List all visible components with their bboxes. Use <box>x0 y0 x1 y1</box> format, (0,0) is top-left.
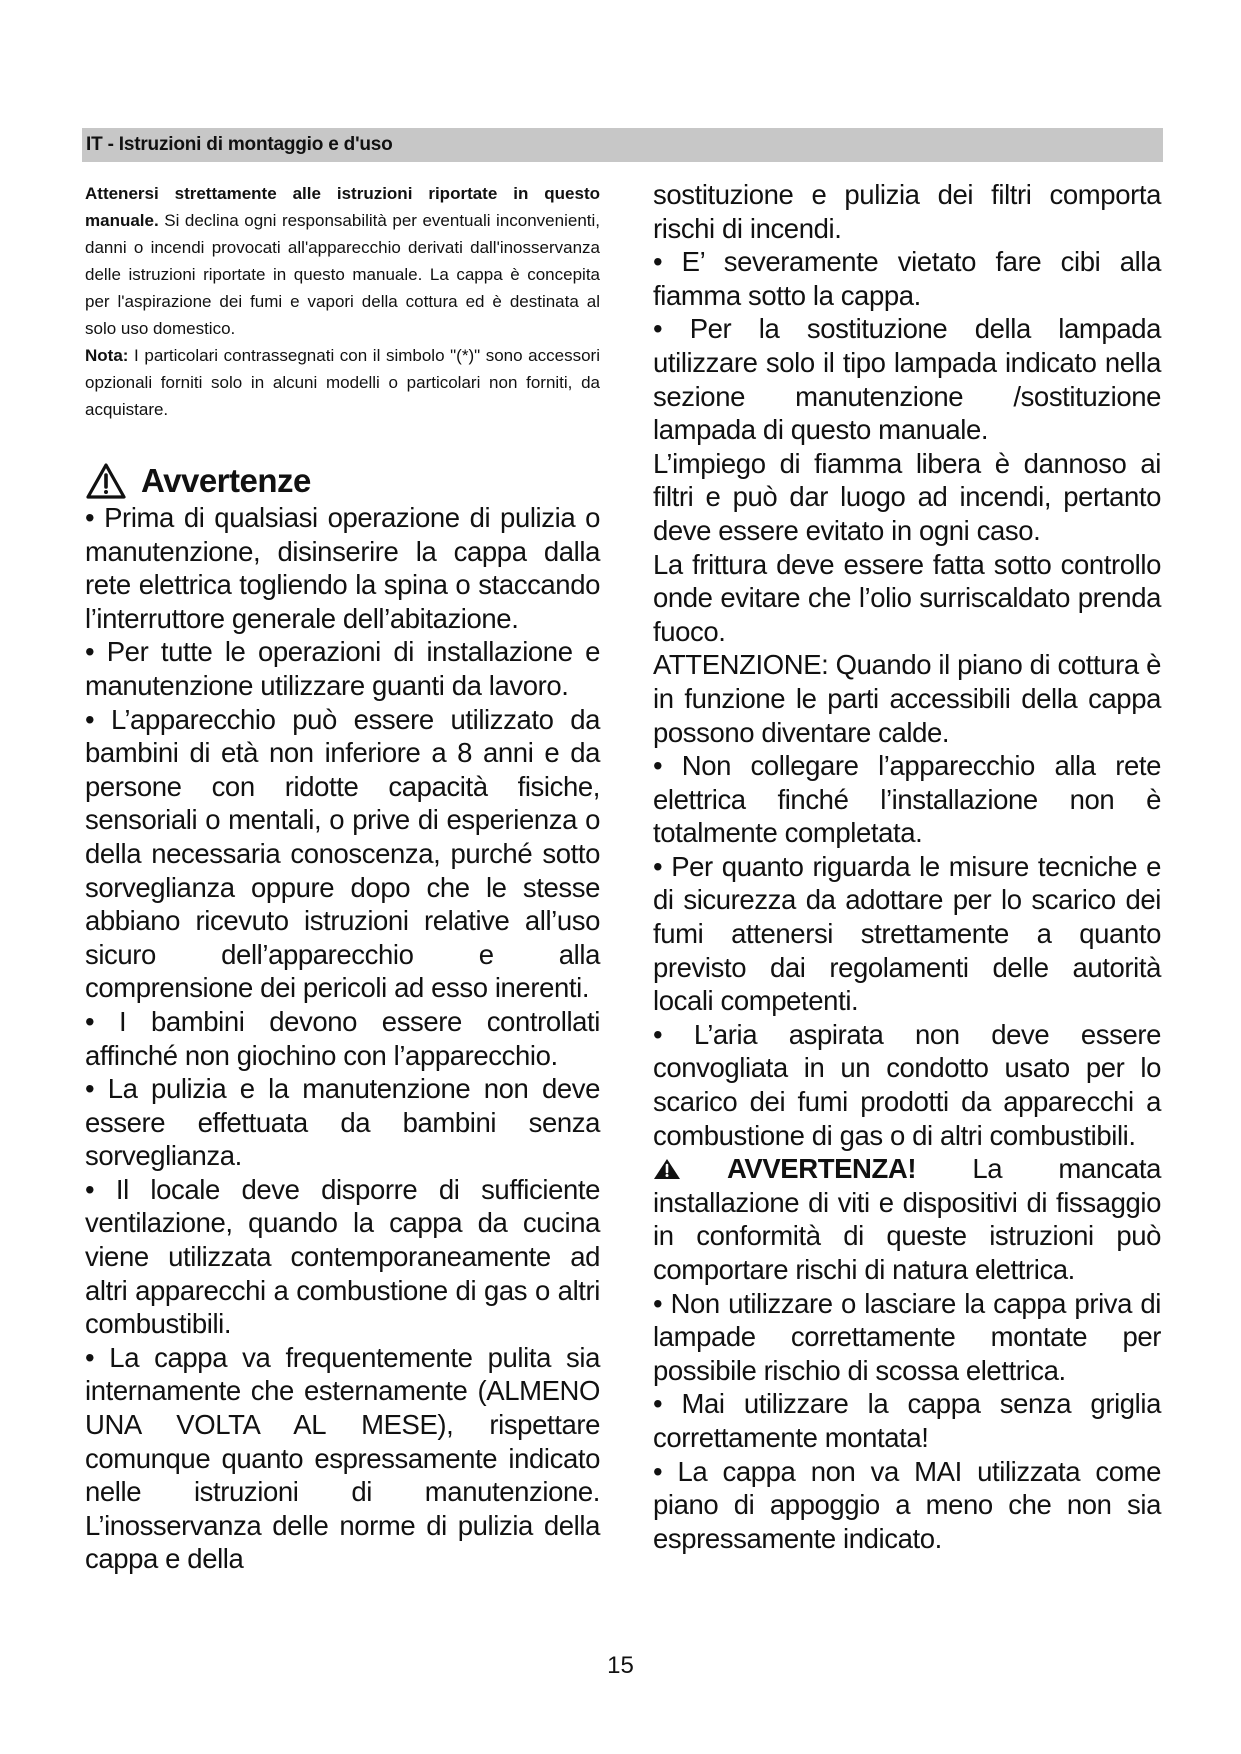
list-item: • E’ severamente vietato fare cibi alla fiamma sotto la cappa. <box>653 246 1161 311</box>
right-column <box>653 180 1161 1555</box>
alert-paragraph <box>653 1152 1161 1286</box>
warnings-heading <box>85 461 600 501</box>
list-item: • La cappa non va MAI utilizzata come piano di appoggio a meno che non sia espressamente indicato. <box>653 1455 1161 1554</box>
note-paragraph <box>85 342 600 423</box>
list-item: • L’apparecchio può essere utilizzato da bambini di età non inferiore a 8 anni e da persone con ridotte capacità fisiche, sensoriali o mentali, o prive di esperienza o della necessaria conoscenza, purché sotto sorveglianza oppure dopo che le stesse abbiano ricevuto istruzioni relative all’uso sicuro dell’apparecchio e alla comprensione dei pericoli ad esso inerenti. <box>85 703 600 1004</box>
note-label: Nota: <box>85 346 129 365</box>
page-number: 15 <box>607 1652 634 1679</box>
intro-paragraph <box>85 180 600 342</box>
alert-text: La mancata installazione di viti e dispositivi di fissaggio in conformità di queste istruzioni può comportare rischi di natura elettrica. <box>653 1153 1161 1285</box>
alert-label: AVVERTENZA! <box>727 1153 917 1185</box>
warning-filled-icon <box>653 1158 681 1180</box>
list-item: • I bambini devono essere controllati affinché non giochino con l’apparecchio. <box>85 1005 600 1071</box>
warnings-right-list <box>653 178 1161 1555</box>
list-item: • Mai utilizzare la cappa senza griglia correttamente montata! <box>653 1388 1161 1453</box>
intro-text: Si declina ogni responsabilità per eventuali inconvenienti, danni o incendi provocati all'apparecchio derivati dall'inosservanza delle istruzioni riportate in questo manuale. La cappa è concepita per l'aspirazione dei fumi e vapori della cottura ed è destinata al solo uso domestico. <box>85 211 600 338</box>
intro-lead: Attenersi strettamente alle istruzioni riportate in questo manuale. <box>85 184 600 230</box>
intro-block <box>85 180 600 423</box>
list-item: L’impiego di fiamma libera è dannoso ai filtri e può dar luogo ad incendi, pertanto deve essere evitato in ogni caso. <box>653 447 1161 546</box>
left-column <box>85 180 600 1576</box>
list-item: • Non utilizzare o lasciare la cappa priva di lampade correttamente montate per possibile rischio di scossa elettrica. <box>653 1287 1161 1386</box>
list-item: sostituzione e pulizia dei filtri comporta rischi di incendi. <box>653 179 1161 244</box>
list-item: • L’aria aspirata non deve essere convogliata in un condotto usato per lo scarico dei fumi prodotti da apparecchi a combustione di gas o di altri combustibili. <box>653 1018 1161 1151</box>
list-item: • Per la sostituzione della lampada utilizzare solo il tipo lampada indicato nella sezione manutenzione /sostituzione lampada di questo manuale. <box>653 313 1161 446</box>
list-item: ATTENZIONE: Quando il piano di cottura è in funzione le parti accessibili della cappa possono diventare calde. <box>653 649 1161 748</box>
list-item: • La cappa va frequentemente pulita sia internamente che esternamente (ALMENO UNA VOLTA AL MESE), rispettare comunque quanto espressamente indicato nelle istruzioni di manutenzione. L’inosservanza delle norme di pulizia della cappa e della <box>85 1341 600 1575</box>
list-item: • Il locale deve disporre di sufficiente ventilazione, quando la cappa da cucina viene utilizzata contemporaneamente ad altri apparecchi a combustione di gas o altri combustibili. <box>85 1173 600 1340</box>
list-item: • La pulizia e la manutenzione non deve essere effettuata da bambini senza sorveglianza. <box>85 1073 600 1172</box>
note-text: I particolari contrassegnati con il simbolo "(*)" sono accessori opzionali forniti solo in alcuni modelli o particolari non forniti, da acquistare. <box>85 346 600 419</box>
list-item: La frittura deve essere fatta sotto controllo onde evitare che l’olio surriscaldato prenda fuoco. <box>653 548 1161 647</box>
list-item: • Per quanto riguarda le misure tecniche e di sicurezza da adottare per lo scarico dei fumi attenersi strettamente a quanto previsto dai regolamenti delle autorità locali competenti. <box>653 850 1161 1017</box>
section-header: IT - Istruzioni di montaggio e d'uso <box>82 128 1163 162</box>
warning-triangle-icon <box>85 462 127 500</box>
list-item: • Per tutte le operazioni di installazione e manutenzione utilizzare guanti da lavoro. <box>85 636 600 701</box>
warnings-heading-text: Avvertenze <box>141 462 311 499</box>
list-item: • Prima di qualsiasi operazione di pulizia o manutenzione, disinserire la cappa dalla rete elettrica togliendo la spina o staccando l’interruttore generale dell’abitazione. <box>85 502 600 634</box>
list-item: • Non collegare l’apparecchio alla rete elettrica finché l’installazione non è totalmente completata. <box>653 750 1161 849</box>
alert-label-group <box>653 1152 916 1186</box>
warnings-left-list <box>85 501 600 1576</box>
